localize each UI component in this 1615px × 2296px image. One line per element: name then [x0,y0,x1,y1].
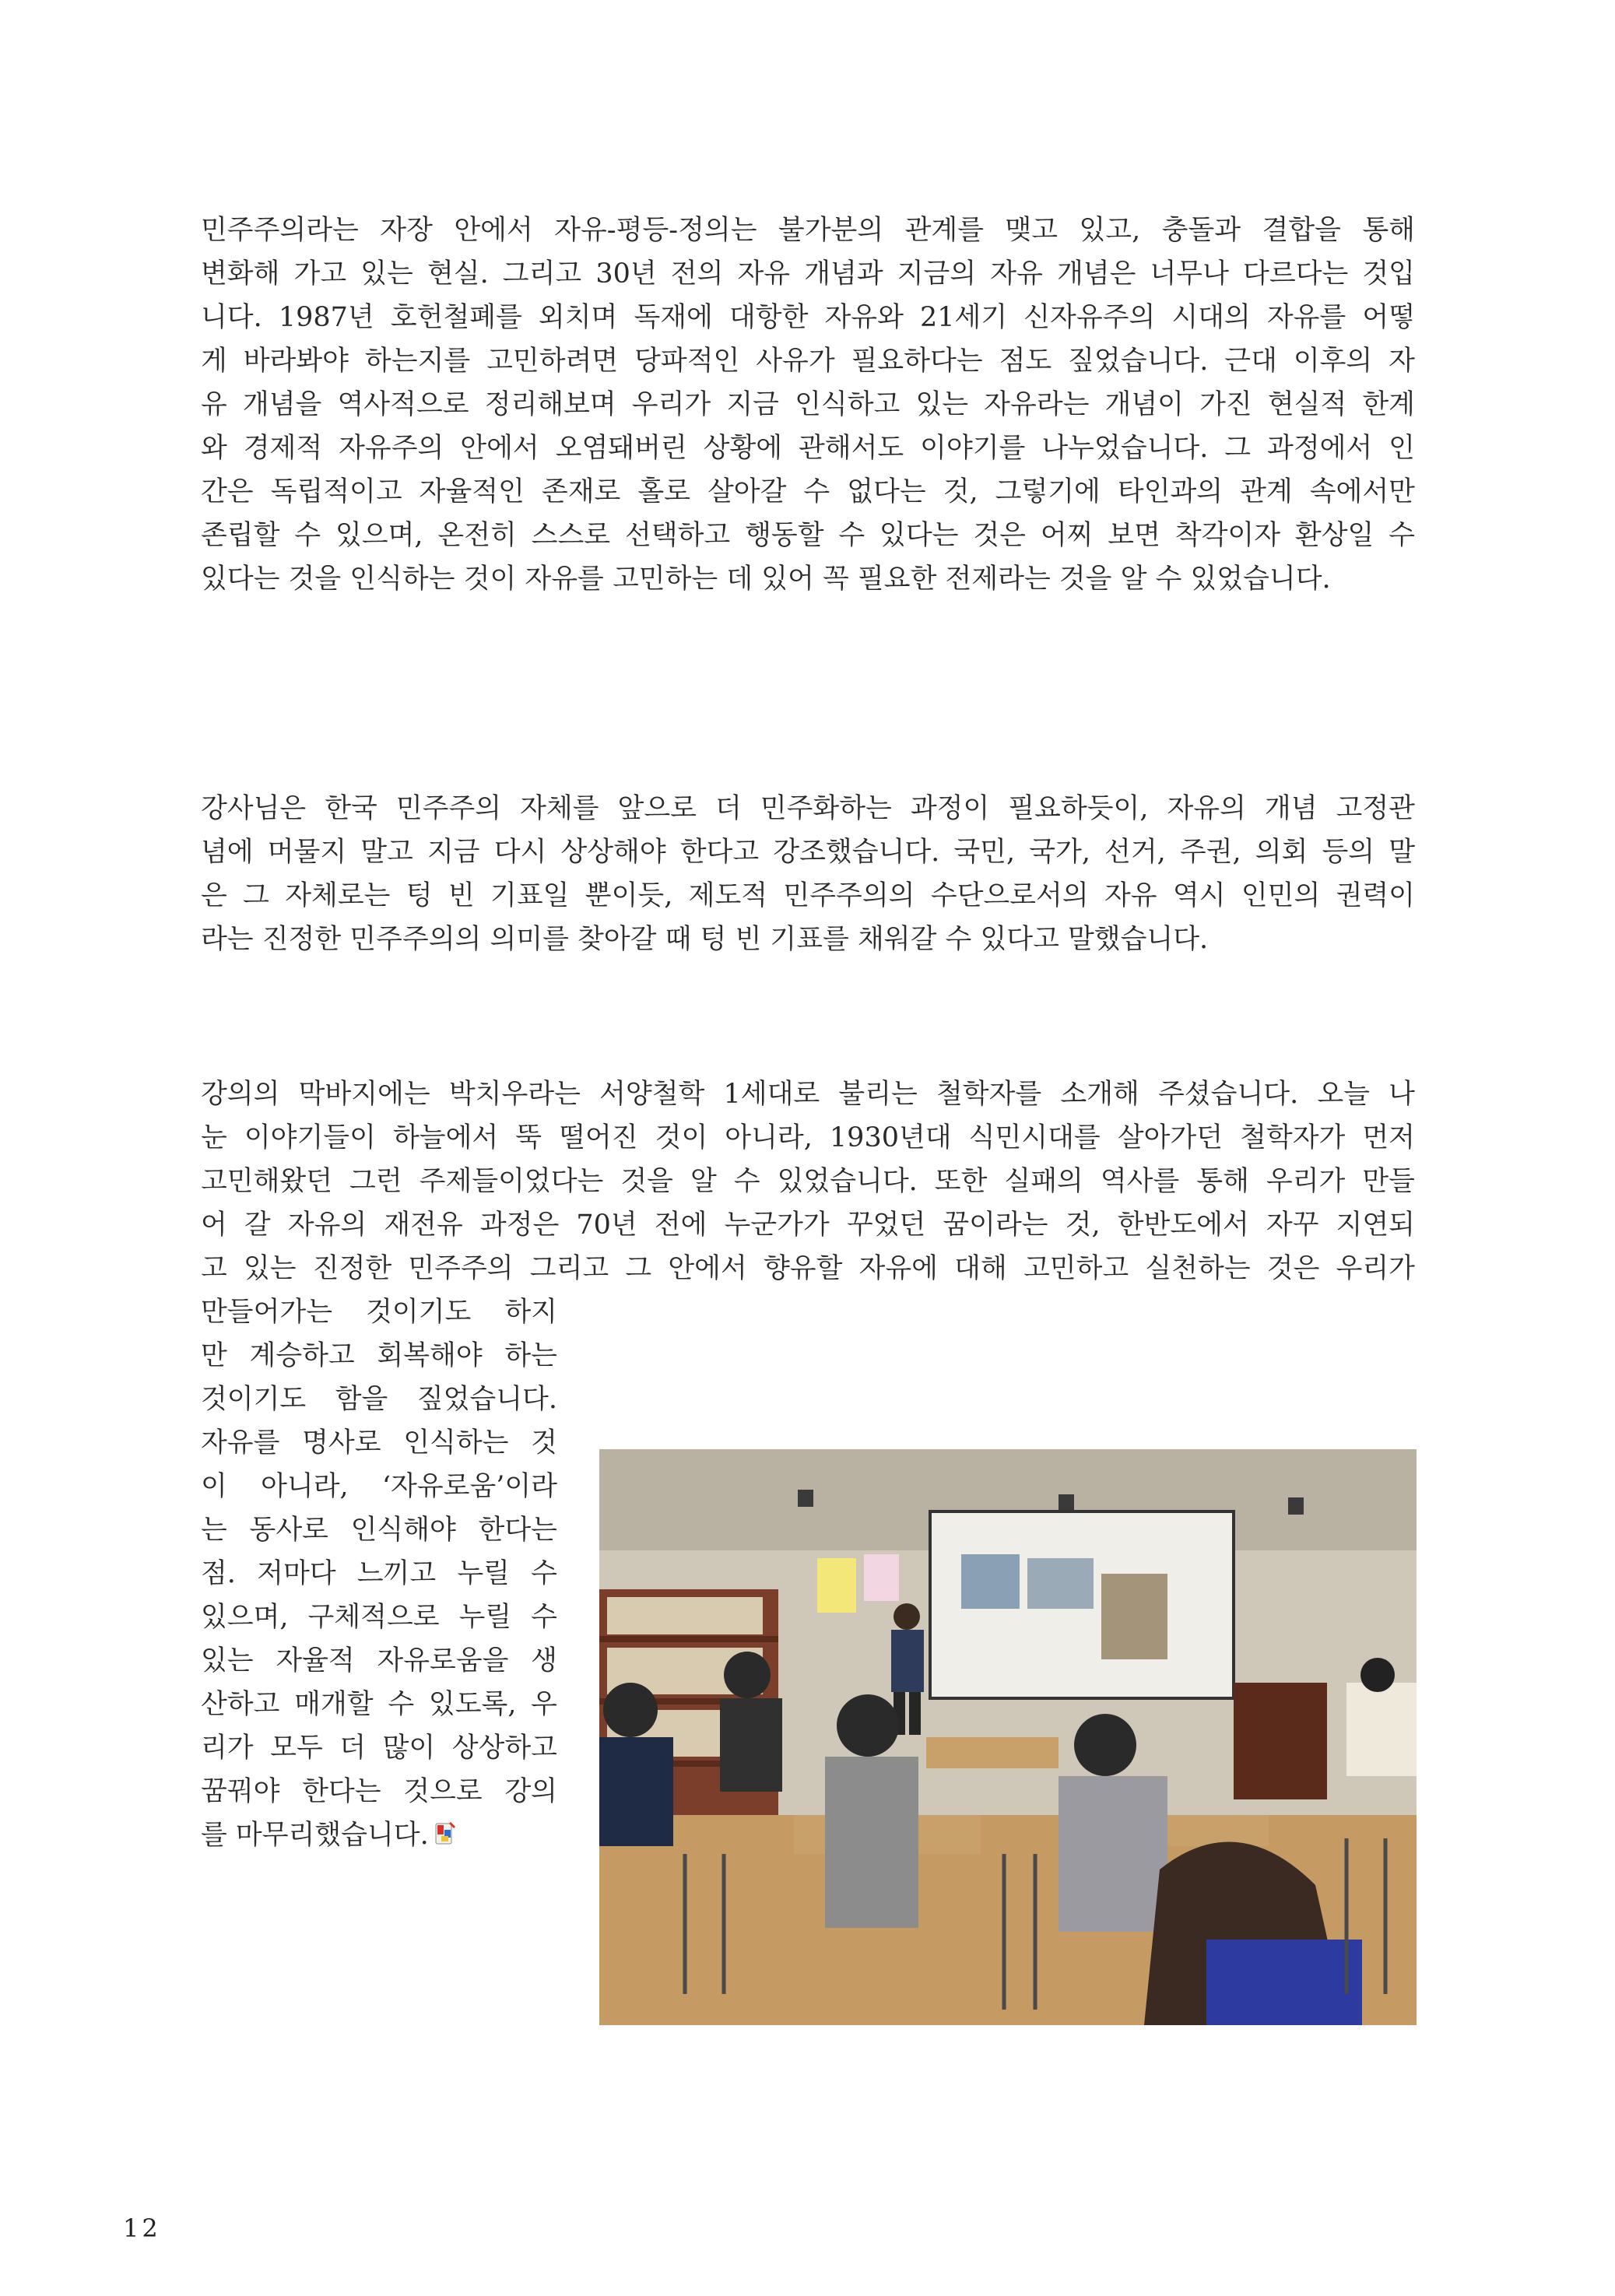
paragraph-1 [201,209,1415,601]
text-line: 유 개념을 역사적으로 정리해보며 우리가 지금 인식하고 있는 자유라는 개념이 가진 현실적 한계 [201,389,1415,420]
text-line: 간은 독립적이고 자율적인 존재로 홀로 살아갈 수 없다는 것, 그렇기에 타인과의 관계 속에서만 [201,476,1415,507]
text-line: 민주주의라는 자장 안에서 자유-평등-정의는 불가분의 관계를 맺고 있고, 충돌과 결합을 통해 [201,215,1415,246]
text-line: 있는 자율적 자유로움을 생 [201,1645,557,1676]
text-line: 있으며, 구체적으로 누릴 수 [201,1602,557,1633]
text-line: 것이기도 함을 짚었습니다. [201,1384,557,1415]
text-line: 점. 저마다 느끼고 누릴 수 [201,1558,557,1589]
text-line: 강사님은 한국 민주주의 자체를 앞으로 더 민주화하는 과정이 필요하듯이, 자유의 개념 고정관 [201,793,1415,824]
text-line: 눈 이야기들이 하늘에서 뚝 떨어진 것이 아니라, 1930년대 식민시대를 살아가던 철학자가 먼저 [201,1122,1415,1153]
text-line [201,1813,557,1857]
text-line: 념에 머물지 말고 지금 다시 상상해야 한다고 강조했습니다. 국민, 국가, 선거, 주권, 의회 등의 말 [201,837,1415,868]
text-line: 고 있는 진정한 민주주의 그리고 그 안에서 향유할 자유에 대해 고민하고 실천하는 것은 우리가 [201,1253,1415,1284]
paragraph-2 [201,787,1415,961]
text-line: 고민해왔던 그런 주제들이었다는 것을 알 수 있었습니다. 또한 실패의 역사를 통해 우리가 만들 [201,1166,1415,1197]
text-line: 는 동사로 인식해야 한다는 [201,1515,557,1546]
text-line: 산하고 매개할 수 있도록, 우 [201,1689,557,1720]
text-line: 게 바라봐야 하는지를 고민하려면 당파적인 사유가 필요하다는 점도 짚었습니다. 근대 이후의 자 [201,346,1415,377]
lecture-room-photo [599,1449,1417,2025]
page-number: 12 [123,2213,161,2243]
text-line: 강의의 막바지에는 박치우라는 서양철학 1세대로 불리는 철학자를 소개해 주셨습니다. 오늘 나 [201,1079,1415,1110]
text-line: 니다. 1987년 호헌철폐를 외치며 독재에 대항한 자유와 21세기 신자유주의 시대의 자유를 어떻 [201,302,1415,333]
text-line: 와 경제적 자유주의 안에서 오염돼버린 상황에 관해서도 이야기를 나누었습니다. 그 과정에서 인 [201,433,1415,464]
text-line: 있다는 것을 인식하는 것이 자유를 고민하는 데 있어 꼭 필요한 전제라는 것을 알 수 있었습니다. [201,563,1331,595]
text-line: 꿈꿔야 한다는 것으로 강의 [201,1776,557,1807]
lecture-photo-illustration [599,1449,1417,2025]
text-line: 변화해 가고 있는 현실. 그리고 30년 전의 자유 개념과 지금의 자유 개념은 너무나 다르다는 것입 [201,258,1415,290]
book-end-icon [434,1820,457,1847]
text-line: 만 계승하고 회복해야 하는 [201,1340,557,1371]
text-line: 자유를 명사로 인식하는 것 [201,1427,557,1459]
text-line: 이 아니라, ‘자유로움’이라 [201,1471,557,1502]
text-line: 라는 진정한 민주주의의 의미를 찾아갈 때 텅 빈 기표를 채워갈 수 있다고 말했습니다. [201,924,1209,955]
text-line: 존립할 수 있으며, 온전히 스스로 선택하고 행동할 수 있다는 것은 어찌 보면 착각이자 환상일 수 [201,520,1415,551]
text-line: 은 그 자체로는 텅 빈 기표일 뿐이듯, 제도적 민주주의의 수단으로서의 자유 역시 인민의 권력이 [201,880,1415,911]
closing-text: 를 마무리했습니다. [201,1820,429,1851]
paragraph-3 [201,1073,1415,1290]
paragraph-3-continued [201,1290,557,1857]
text-line: 만들어가는 것이기도 하지 [201,1297,557,1328]
text-line: 리가 모두 더 많이 상상하고 [201,1733,557,1764]
text-line: 어 갈 자유의 재전유 과정은 70년 전에 누군가가 꾸었던 꿈이라는 것, 한반도에서 자꾸 지연되 [201,1209,1415,1241]
